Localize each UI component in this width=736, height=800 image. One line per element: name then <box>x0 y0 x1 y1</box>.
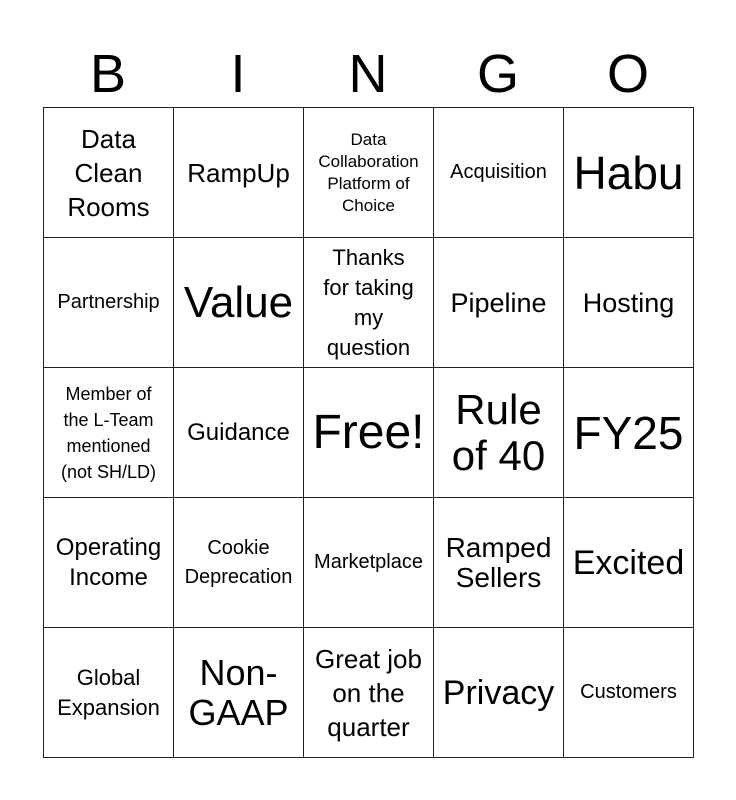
bingo-cell[interactable]: Member of the L-Team mentioned (not SH/LD) <box>44 368 174 498</box>
bingo-cell[interactable]: Data Collaboration Platform of Choice <box>304 108 434 238</box>
bingo-cell[interactable]: Thanks for taking my question <box>304 238 434 368</box>
header-letter-i: I <box>230 44 246 104</box>
header-letter-n: N <box>348 44 388 104</box>
bingo-header <box>43 40 693 108</box>
bingo-cell[interactable]: Ramped Sellers <box>434 498 564 628</box>
bingo-cell[interactable]: Cookie Deprecation <box>174 498 304 628</box>
bingo-cell[interactable]: Habu <box>564 108 694 238</box>
header-letter-o: O <box>606 44 649 104</box>
bingo-cell[interactable]: Rule of 40 <box>434 368 564 498</box>
bingo-card-grid <box>43 107 694 758</box>
bingo-cell[interactable]: FY25 <box>564 368 694 498</box>
header-letter-g: G <box>476 44 519 104</box>
bingo-cell[interactable]: Global Expansion <box>44 628 174 758</box>
bingo-cell[interactable]: Privacy <box>434 628 564 758</box>
bingo-cell[interactable]: Customers <box>564 628 694 758</box>
bingo-cell[interactable]: Pipeline <box>434 238 564 368</box>
bingo-cell[interactable]: Value <box>174 238 304 368</box>
bingo-cell[interactable]: Acquisition <box>434 108 564 238</box>
header-letter-b: B <box>89 44 127 104</box>
bingo-cell[interactable]: Operating Income <box>44 498 174 628</box>
bingo-cell[interactable]: Partnership <box>44 238 174 368</box>
bingo-cell[interactable]: Great job on the quarter <box>304 628 434 758</box>
bingo-cell[interactable]: Marketplace <box>304 498 434 628</box>
bingo-cell[interactable]: Non- GAAP <box>174 628 304 758</box>
bingo-cell[interactable]: Data Clean Rooms <box>44 108 174 238</box>
free-space-cell[interactable]: Free! <box>304 368 434 498</box>
bingo-cell[interactable]: Hosting <box>564 238 694 368</box>
bingo-cell[interactable]: Excited <box>564 498 694 628</box>
bingo-cell[interactable]: RampUp <box>174 108 304 238</box>
bingo-cell[interactable]: Guidance <box>174 368 304 498</box>
